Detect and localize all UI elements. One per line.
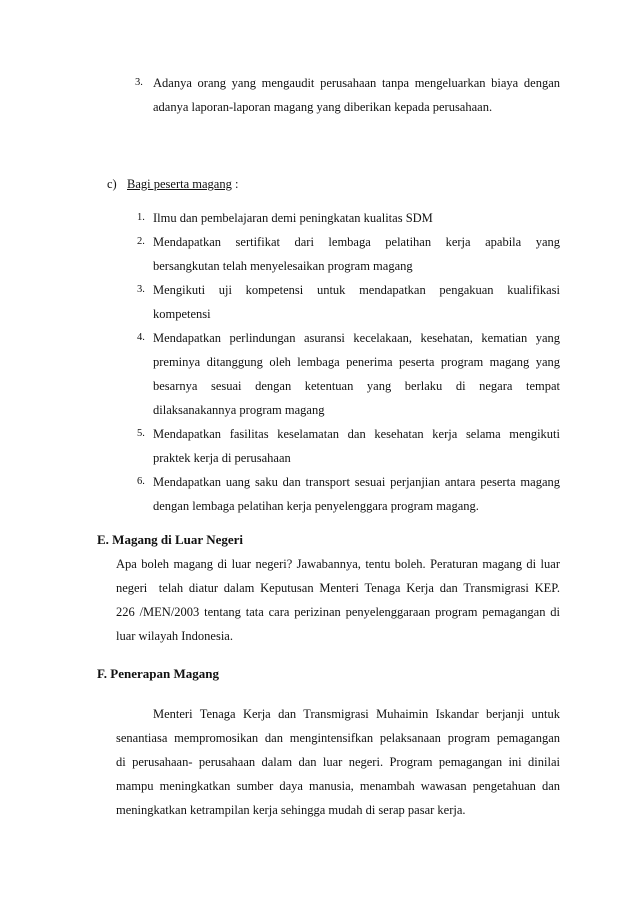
paragraph-line: negeri telah diatur dalam Keputusan Menteri Tenaga Kerja dan Transmigrasi KEP. <box>116 581 560 595</box>
subsection-title-text: Bagi peserta magang <box>127 177 232 191</box>
list-item-line: besarnya sesuai dengan ketentuan yang berlaku di negara tempat <box>153 379 560 393</box>
paragraph-line: Menteri Tenaga Kerja dan Transmigrasi Muhaimin Iskandar berjanji untuk <box>153 707 560 721</box>
list-item-line: Mendapatkan fasilitas keselamatan dan kesehatan kerja selama mengikuti <box>153 427 560 441</box>
list-item-line: kompetensi <box>153 307 211 321</box>
list-item-line: bersangkutan telah menyelesaikan program magang <box>153 259 413 273</box>
subsection-title <box>127 172 238 196</box>
paragraph-line: meningkatkan ketrampilan kerja sehingga mudah di serap pasar kerja. <box>116 803 466 817</box>
paragraph-line: di perusahaan- perusahaan dalam dan luar negeri. Program pemagangan ini dinilai <box>116 755 560 769</box>
list-item-line: preminya ditanggung oleh lembaga penerima peserta program magang yang <box>153 355 560 369</box>
subsection-title-suffix: : <box>231 177 239 191</box>
list-item-line: Mendapatkan uang saku dan transport sesuai perjanjian antara peserta magang <box>153 475 560 489</box>
list-item-line: Mendapatkan sertifikat dari lembaga pelatihan kerja apabila yang <box>153 235 560 249</box>
list-number: 3. <box>137 284 145 295</box>
list-number: 3. <box>135 77 143 88</box>
list-item-line: Ilmu dan pembelajaran demi peningkatan kualitas SDM <box>153 211 433 225</box>
list-number: 6. <box>137 476 145 487</box>
list-item-line: Adanya orang yang mengaudit perusahaan tanpa mengeluarkan biaya dengan <box>153 76 560 90</box>
list-number: 4. <box>137 332 145 343</box>
list-number: 1. <box>137 212 145 223</box>
section-heading: E. Magang di Luar Negeri <box>97 532 244 547</box>
paragraph-line: mampu meningkatkan sumber daya manusia, menambah wawasan pengetahuan dan <box>116 779 560 793</box>
list-item-line: Mendapatkan perlindungan asuransi kecelakaan, kesehatan, kematian yang <box>153 331 560 345</box>
section-heading: F. Penerapan Magang <box>97 666 219 681</box>
list-number: 5. <box>137 428 145 439</box>
list-item-line: dilaksanakannya program magang <box>153 403 325 417</box>
paragraph-line: luar wilayah Indonesia. <box>116 629 233 643</box>
paragraph-line: Apa boleh magang di luar negeri? Jawabannya, tentu boleh. Peraturan magang di luar <box>116 557 560 571</box>
list-number: 2. <box>137 236 145 247</box>
list-item-line: dengan lembaga pelatihan kerja penyelenggara program magang. <box>153 499 479 513</box>
list-item-line: praktek kerja di perusahaan <box>153 451 291 465</box>
list-item-line: Mengikuti uji kompetensi untuk mendapatkan pengakuan kualifikasi <box>153 283 560 297</box>
list-item-line: adanya laporan-laporan magang yang diberikan kepada perusahaan. <box>153 100 493 114</box>
subsection-marker: c) <box>107 177 117 191</box>
paragraph-line: senantiasa mempromosikan dan mengintensifkan pelaksanaan program pemagangan <box>116 731 560 745</box>
paragraph-line: 226 /MEN/2003 tentang tata cara perizinan penyelenggaraan program pemagangan di <box>116 605 560 619</box>
